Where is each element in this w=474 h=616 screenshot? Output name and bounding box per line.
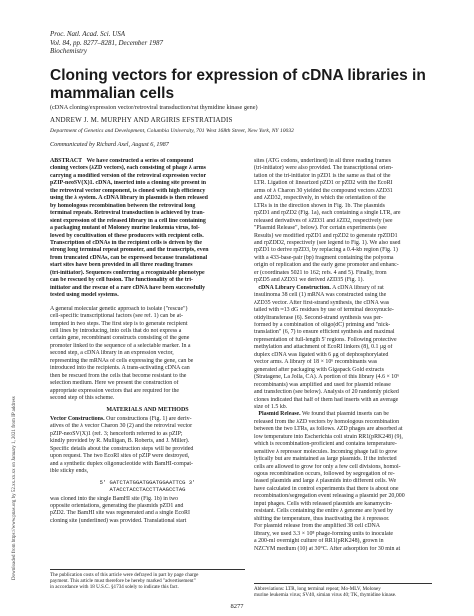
intro-line: appropriate expression vectors that are required for the: [50, 387, 180, 394]
body-line: recombination/segregation event releasing a plasmid per 20,000: [254, 493, 405, 500]
body-line: lytically but are maintained as large plasmids. If the infected: [254, 456, 397, 463]
abstract-line: tested using model systems.: [50, 292, 119, 299]
plasmid-release-paragraph: [254, 411, 432, 553]
body-line: generated after packaging with Gigapack Gold extracts: [254, 366, 384, 373]
right-column: [254, 158, 432, 553]
intro-line: cell lines by introducing, into cells that do not express a: [50, 327, 182, 334]
body-line: insulinoma 38 cell (1) mRNA was constructed using the: [254, 292, 387, 299]
abstract-line: sient expression of the released library in a cell line containing: [50, 217, 206, 224]
body-line: which is recombination-proficient and contains temperature-: [254, 441, 397, 448]
body-line: and transfection (see below). Analysis of 20 randomly picked: [254, 389, 399, 396]
body-line: "Plasmid Release", below). For certain experiments (see: [254, 225, 387, 232]
body-line: between the two LTRs, as follows. λZD phages are absorbed at: [254, 426, 403, 433]
methods-line: was cloned into the single BamHI site (Fig. 1b) in two: [50, 495, 179, 502]
affiliation: Department of Genetics and Development, Columbia University, 701 West 168th Street, New York, NY 10032: [50, 128, 294, 134]
page-number: 8277: [230, 603, 244, 610]
footnote-rule: [50, 569, 245, 570]
intro-line: A general molecular genetic approach to isolate ("rescue"): [50, 305, 188, 312]
abstract-line: terminal repeats. Retroviral transduction is achieved by tran-: [50, 210, 205, 217]
body-line: input phages. Cells with released plasmids are kanamycin-: [254, 500, 393, 507]
oligo-sequence: [50, 479, 245, 493]
runin-cdna-library: cDNA Library Construction.: [258, 284, 331, 291]
footnote-line: in accordance with 18 U.S.C. §1734 solely to indicate this fact.: [50, 584, 179, 591]
body-line: translation" (6, 7) to ensure efficient synthesis and maximal: [254, 329, 395, 336]
sequence-bottom-strand: ATACCTACCTACCTTAAGCCTAG: [109, 485, 186, 493]
title-line-1: Cloning vectors for expression of cDNA libraries in: [50, 67, 426, 84]
cdna-library-paragraph: [254, 285, 432, 412]
body-line: shifting the temperature, thus inactivating the λ repressor.: [254, 515, 390, 522]
methods-line: pZIP-neoSV(X)1 (ref. 3; henceforth referred to as pZIP;: [50, 430, 183, 437]
body-line: released derivatives of λZD31 and λZD2, respectively (see: [254, 217, 393, 224]
intro-line: second step of this scheme.: [50, 395, 115, 402]
runin-plasmid-release: Plasmid Release.: [258, 411, 301, 418]
body-line: have calculated in control experiments that there is about one: [254, 485, 399, 492]
methods-line: upon request. The two EcoRI sites of pZIP were destroyed,: [50, 453, 190, 460]
body-line: Results) we modified rpZD1 and rpZD2 to generate rpZDD1: [254, 232, 398, 239]
methods-line: ible sticky ends,: [50, 468, 89, 475]
methods-line: cloning site (underlined) was provided. Translational start: [50, 517, 187, 524]
methods-line: atives of the λ vector Charon 30 (2) and the retroviral vector: [50, 423, 193, 430]
methods-line: pZD2. The BamHI site was regenerated and a single EcoRI: [50, 510, 190, 517]
body-line: released from the λZD vectors by homologous recombination: [254, 418, 400, 425]
body-line: LTRs is in the direction shown in Fig. 1b. The plasmids: [254, 202, 385, 209]
body-line: size of 1.5 kb.: [254, 403, 288, 410]
abstract-line: from truncated cDNAs, can be expressed because translational: [50, 254, 208, 261]
abstract-line: carrying a modified version of the retroviral expression vector: [50, 172, 207, 179]
body-line: duplex cDNA was ligated with 6 μg of dephosphorylated: [254, 351, 389, 358]
body-line: rpZD5 and λZD31 we derived λZD35 (Fig. 1).: [254, 277, 364, 284]
keywords: (cDNA cloning/expression vector/retroviral transduction/rat thymidine kinase gene): [50, 104, 258, 111]
abbreviation-line: murine leukemia virus; SV40, simian virus 40; TK, thymidine kinase.: [254, 592, 397, 599]
abstract-line: start sites have been provided in all three reading frames: [50, 262, 193, 269]
body-line: origin of replication and the early gene promoter and enhanc-: [254, 262, 399, 269]
body-line: LTR. Ligation of linearized pZD1 or pZD2 with the EcoRI: [254, 180, 393, 187]
body-line: sites (ATG codons, underlined) in all three reading frames: [254, 158, 391, 164]
download-watermark: [12, 190, 20, 580]
body-line: recombinants) was amplified and used for plasmid release: [254, 381, 391, 388]
body-line: resistant. Cells containing the entire λ genome are lysed by: [254, 508, 393, 515]
intro-line: then be rescued from the cells that become resistant to the: [50, 372, 187, 379]
abstract-line: initiator and the rescue of a rare cDNA have been successfully: [50, 284, 206, 291]
intro-line: cell-specific transcriptional factors (see ref. 1) can be at-: [50, 313, 183, 320]
abbreviation-rule: [254, 583, 432, 584]
body-line: low temperature into Escherichia coli strain RR1(pRK248) (9),: [254, 433, 403, 440]
body-line: methylation and attachment of EcoRI linkers (8), 0.1 μg of: [254, 344, 393, 351]
abstract-line: We have constructed a series of compound: [86, 158, 194, 164]
body-line: We found that plasmid inserts can be: [302, 411, 389, 418]
intro-line: certain gene, recombinant constructs consisting of the gene: [50, 335, 190, 342]
authors: ANDREW J. M. MURPHY AND ARGIRIS EFSTRATIADIS: [50, 116, 233, 124]
article-title: [50, 67, 430, 103]
body-line: λZD35 vector. After first-strand synthesis, the cDNA was: [254, 299, 390, 306]
section-heading-methods: MATERIALS AND METHODS: [106, 406, 189, 413]
journal-header: [50, 30, 163, 56]
methods-line: Specific details about the construction steps will be provided: [50, 445, 194, 452]
body-line: For plasmid release from the amplified 38 cell cDNA: [254, 523, 380, 530]
body-line: NZCYM medium (10) at 30°C. After adsorption for 30 min at: [254, 545, 401, 552]
body-line: clones indicated that half of them had inserts with an average: [254, 396, 399, 403]
body-line: vector arms. A library of 18 × 10⁶ recombinants was: [254, 359, 378, 366]
body-line: library, we used 3.3 × 10⁸ phage-forming units to inoculate: [254, 530, 393, 537]
methods-line: and a synthetic duplex oligonucleotide with BamHI-compat-: [50, 460, 193, 467]
runin-vector-constructions: Vector Constructions.: [50, 415, 105, 422]
footnote-line: payment. This article must therefore be hereby marked "advertisement": [50, 578, 196, 585]
body-line: and rpZDD2, respectively (see legend to Fig. 1). We also used: [254, 239, 401, 246]
intro-line: second step, a cDNA library in an expression vector,: [50, 350, 174, 357]
introduction: [50, 306, 245, 403]
body-line: leased plasmids and large λ plasmids into different cells. We: [254, 478, 397, 485]
body-line: representation of full-length 5' regions. Following protective: [254, 336, 397, 343]
body-line: (tri-initiator) were also provided. The transcriptional orien-: [254, 165, 394, 172]
intro-line: representing the mRNAs of cells expressing the gene, can be: [50, 357, 194, 364]
methods-line: opposite orientations, generating the plasmids pZD1 and: [50, 503, 184, 510]
intro-line: promoter linked to the sequence of a selectable marker. In a: [50, 342, 191, 349]
methods-continued: [254, 158, 432, 285]
methods-line: kindly provided by R. Mulligan, B. Roberts, and J. Miller).: [50, 438, 190, 445]
abstract-line: the retroviral vector component, is cloned with high efficiency: [50, 187, 206, 194]
body-line: otidyltransferase (6). Second-strand synthesis was per-: [254, 314, 383, 321]
footnote-line: The publication costs of this article were defrayed in part by page charge: [50, 572, 199, 578]
abbreviation-line: Abbreviations: LTR, long terminal repeat; Mo-MLV, Moloney: [254, 586, 381, 592]
abstract-line: can be rescued by cell fusion. The functionality of the tri-: [50, 277, 193, 284]
abstract-line: cloning vectors (λZD vectors), each consisting of phage λ arms: [50, 165, 206, 172]
body-line: arms of λ Charon 30 yielded the compound vectors λZD31: [254, 187, 393, 194]
body-line: ogous recombination occurs, followed by segregation of re-: [254, 471, 395, 478]
intro-line: selection medium. Here we present the construction of: [50, 380, 179, 387]
sequence-top-strand: 5' GATCTATGGATGGATGGAATTCG 3': [99, 478, 196, 486]
abstract: [50, 158, 245, 300]
communicated-by: Communicated by Richard Axel, August 6, 1987: [50, 141, 169, 148]
journal-section: Biochemistry: [50, 47, 87, 55]
methods-line: Our constructions (Fig. 1) are deriv-: [106, 415, 192, 422]
intro-line: tempted in two steps. The first step is to generate recipient: [50, 320, 188, 327]
body-line: A cDNA library of rat: [332, 284, 384, 291]
body-line: rpZD1 to derive rpZD3, by replacing a 0.4-kb region (Fig. 1): [254, 247, 398, 254]
abstract-line: Transcription of cDNAs in the recipient cells is driven by the: [50, 239, 202, 246]
body-line: cells are allowed to grow for only a few cell divisions, homol-: [254, 463, 401, 470]
body-line: and λZD32, respectively, in which the orientation of the: [254, 195, 386, 202]
abstract-line: by homologous recombination between the retroviral long: [50, 202, 196, 209]
body-line: (Stratagene, La Jolla, CA). A portion of this library (4.6 × 10⁶: [254, 374, 400, 381]
methods: [50, 416, 245, 525]
abstract-line: using the λ system. A cDNA library in plasmids is then released: [50, 195, 208, 202]
body-line: tation of the tri-initiator in pZD1 is the same as that of the: [254, 172, 391, 179]
abbreviations: [254, 586, 432, 598]
title-line-2: mammalian cells: [50, 85, 175, 102]
body-line: er (coordinates 5021 to 162; refs. 4 and 5). Finally, from: [254, 269, 387, 276]
journal-name: Proc. Natl. Acad. Sci. USA: [50, 30, 126, 38]
publication-footnote: [50, 572, 245, 591]
body-line: rpZD1 and rpZD2 (Fig. 1a), each containing a single LTR, are: [254, 210, 401, 217]
abstract-line: (tri-initiator). Sequences conferring a recognizable phenotype: [50, 269, 205, 276]
body-line: formed by a combination of oligo(dC) priming and "nick-: [254, 321, 391, 328]
intro-line: introduced into the recipients. A trans-activating cDNA can: [50, 365, 190, 372]
abstract-heading: ABSTRACT: [50, 158, 83, 164]
body-line: with a 433-base-pair (bp) fragment containing the polyoma: [254, 254, 394, 261]
left-column: [50, 158, 245, 525]
body-line: a 200-ml overnight culture of RR1(pRK248), grown in: [254, 538, 384, 545]
body-line: sensitive λ repressor molecules. Incoming phage fail to grow: [254, 448, 398, 455]
abstract-line: pZIP-neoSV(X)1. cDNA, inserted into a cloning site present in: [50, 180, 206, 187]
journal-volume: Vol. 84, pp. 8277–8281, December 1987: [50, 38, 163, 47]
download-watermark-text: Downloaded from https://www.pnas.org by 52.xx.xx.xx on January 1, 2021 from IP address: [12, 396, 17, 580]
abstract-line: strong long terminal repeat promoter, and the transcripts, even: [50, 247, 209, 254]
abstract-line: lowed by cocultivation of these producers with recipient cells.: [50, 232, 204, 239]
body-line: tailed with ≈13 dG residues by use of terminal deoxynucle-: [254, 307, 394, 314]
abstract-line: a packaging mutant of Moloney murine leukemia virus, fol-: [50, 225, 200, 232]
